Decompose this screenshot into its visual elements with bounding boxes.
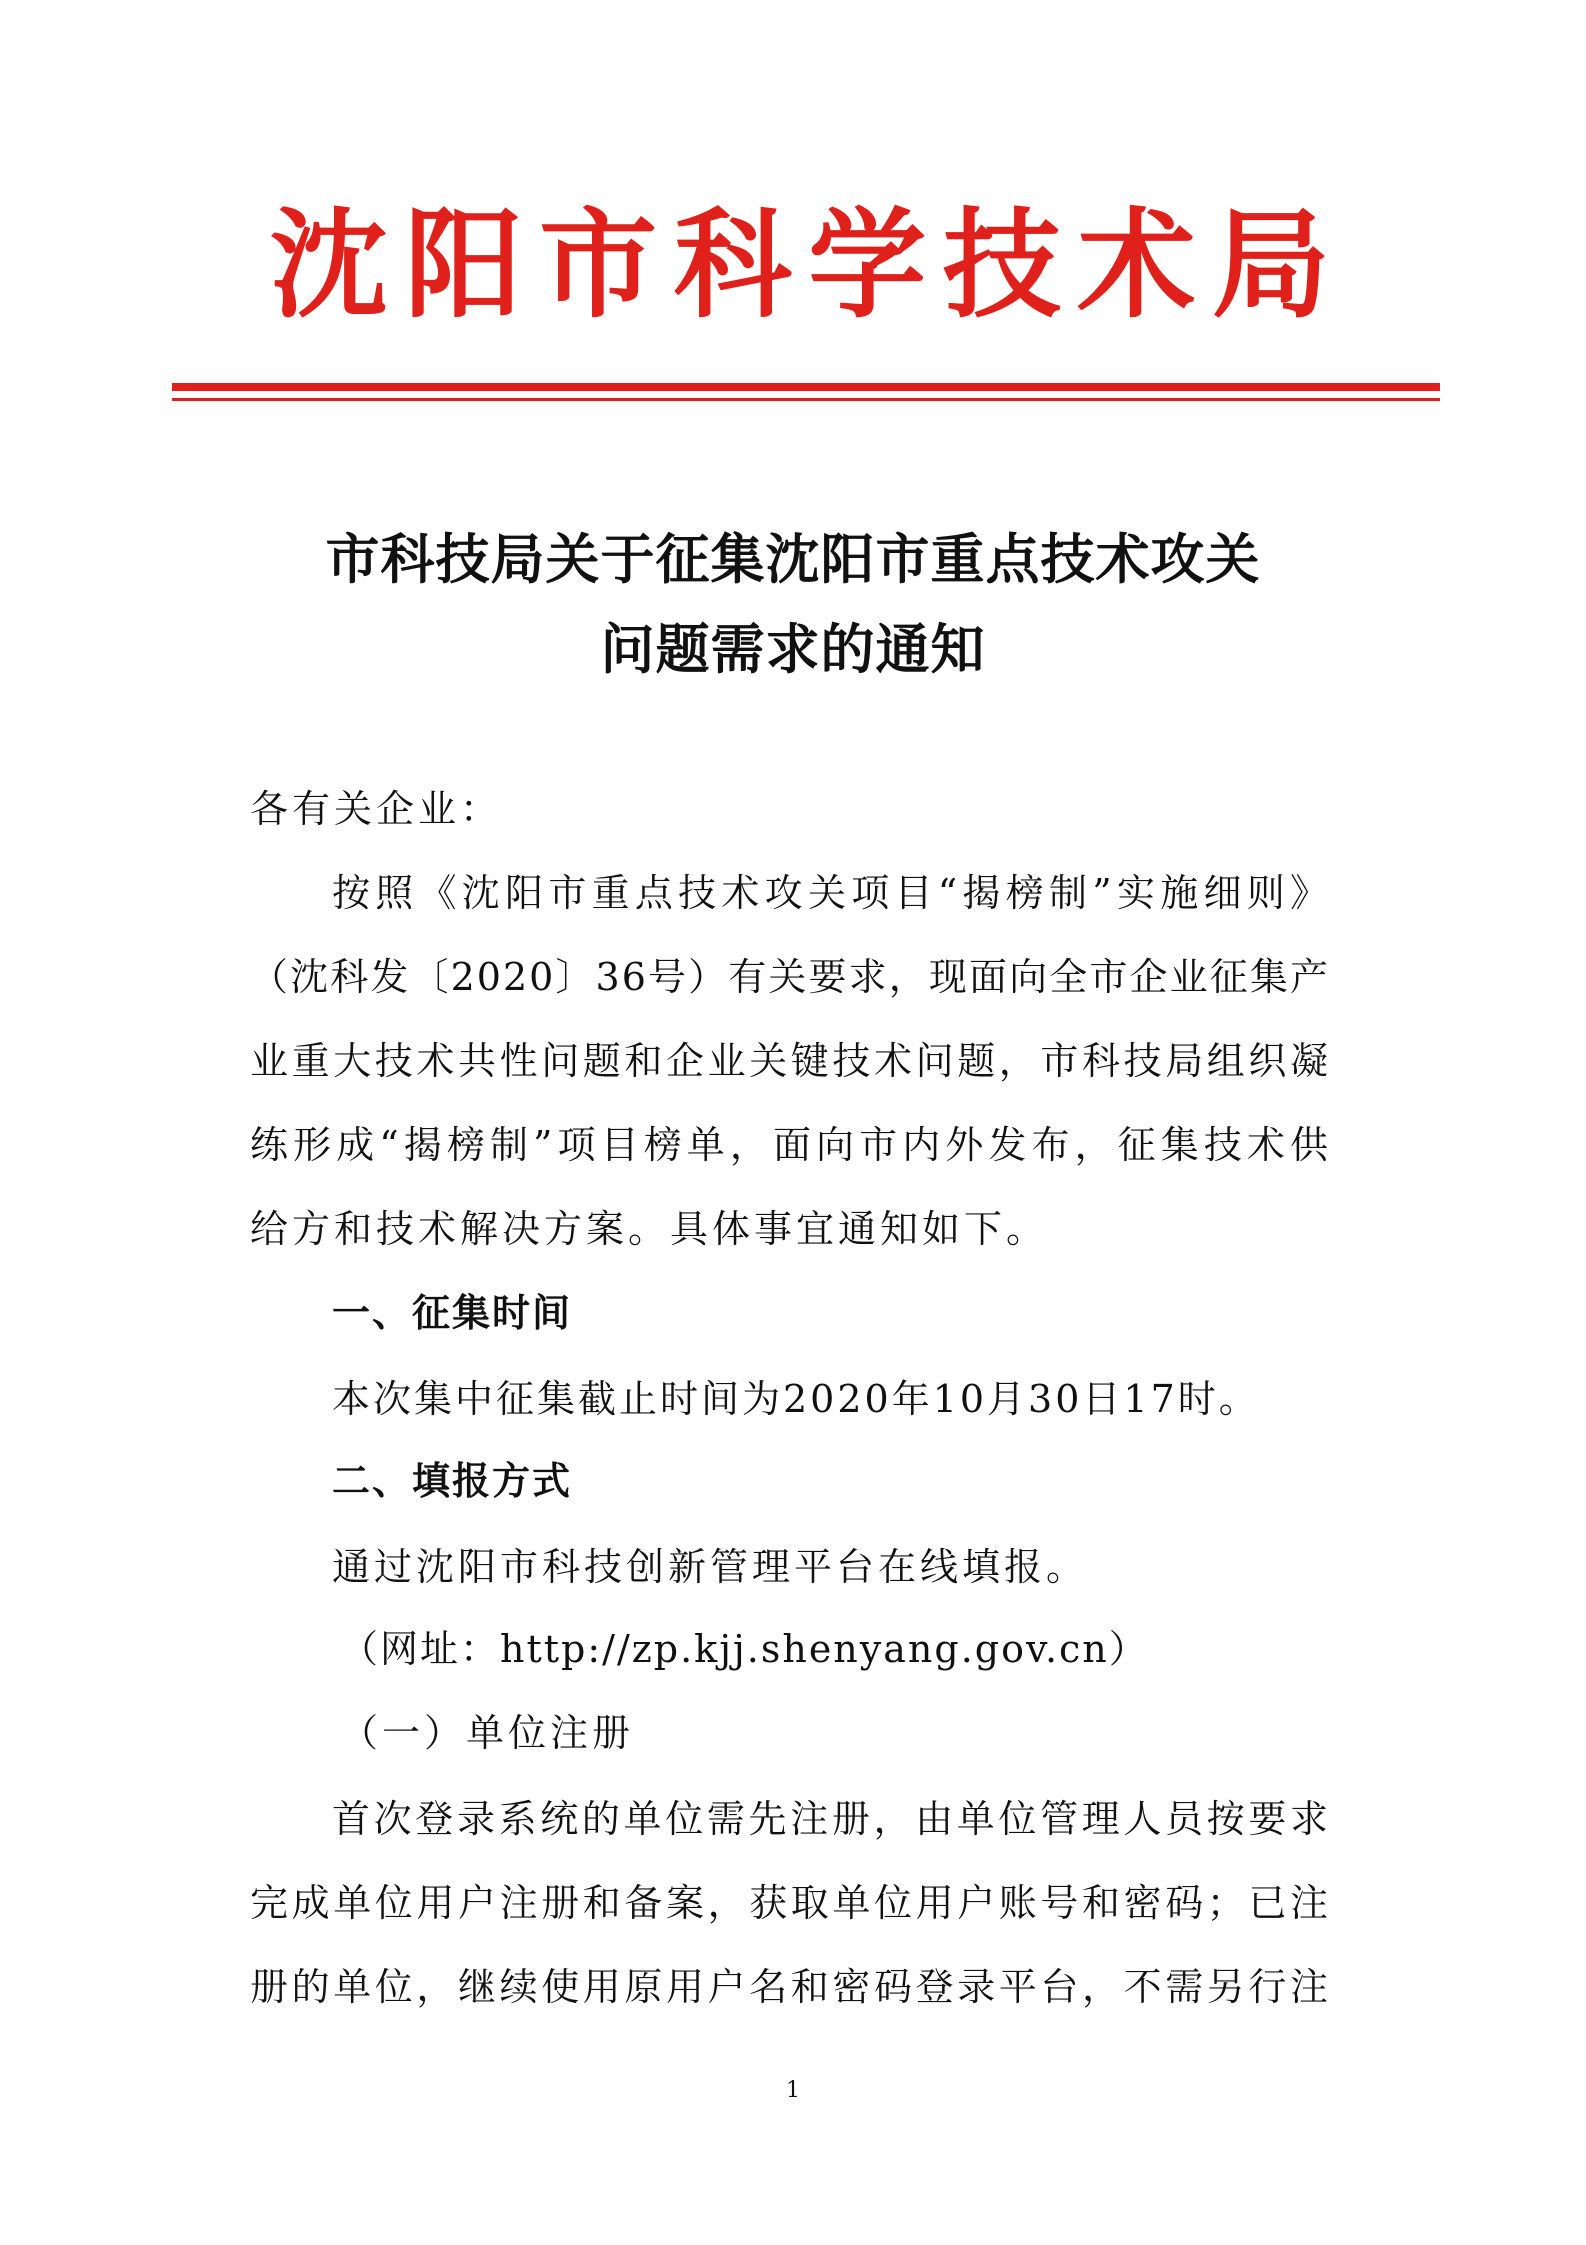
section-2-heading: 二、填报方式	[332, 1459, 573, 1503]
masthead-char: 局	[1211, 196, 1330, 334]
subsection-1-line-1: 首次登录系统的单位需先注册，由单位管理人员按要求	[332, 1797, 1330, 1841]
intro-line-3: 业重大技术共性问题和企业关键技术问题，市科技局组织凝	[250, 1039, 1330, 1083]
masthead-char: 技	[942, 196, 1061, 334]
masthead-char: 市	[539, 196, 658, 334]
subsection-1-line-2: 完成单位用户注册和备案，获取单位用户账号和密码；已注	[250, 1881, 1330, 1925]
section-1-heading: 一、征集时间	[332, 1291, 573, 1335]
masthead-char: 术	[1077, 196, 1196, 334]
intro-line-5: 给方和技术解决方案。具体事宜通知如下。	[250, 1207, 1049, 1251]
page-number: 1	[786, 2078, 800, 2103]
masthead-char: 阳	[404, 196, 523, 334]
subsection-1-heading: （一）单位注册	[340, 1711, 635, 1755]
intro-line-1: 按照《沈阳市重点技术攻关项目“揭榜制”实施细则》	[332, 871, 1330, 915]
masthead-title	[270, 195, 1330, 335]
section-1-body: 本次集中征集截止时间为2020年10月30日17时。	[332, 1377, 1260, 1421]
intro-line-4: 练形成“揭榜制”项目榜单，面向市内外发布，征集技术供	[250, 1123, 1330, 1167]
intro-line-2: （沈科发〔2020〕36号）有关要求，现面向全市企业征集产	[250, 955, 1330, 999]
masthead-rule-thin	[172, 398, 1440, 401]
document-title-line-1: 市科技局关于征集沈阳市重点技术攻关	[325, 527, 1261, 591]
salutation: 各有关企业：	[250, 787, 503, 831]
masthead-rule-thick	[172, 383, 1440, 391]
platform-url: （网址：http://zp.kjj.shenyang.gov.cn）	[340, 1627, 1149, 1671]
subsection-1-line-3: 册的单位，继续使用原用户名和密码登录平台，不需另行注	[250, 1965, 1330, 2009]
document-title-line-2: 问题需求的通知	[600, 617, 986, 681]
section-2-body: 通过沈阳市科技创新管理平台在线填报。	[332, 1545, 1089, 1589]
masthead-char: 科	[673, 196, 792, 334]
masthead-char: 沈	[270, 196, 389, 334]
masthead-char: 学	[808, 196, 927, 334]
